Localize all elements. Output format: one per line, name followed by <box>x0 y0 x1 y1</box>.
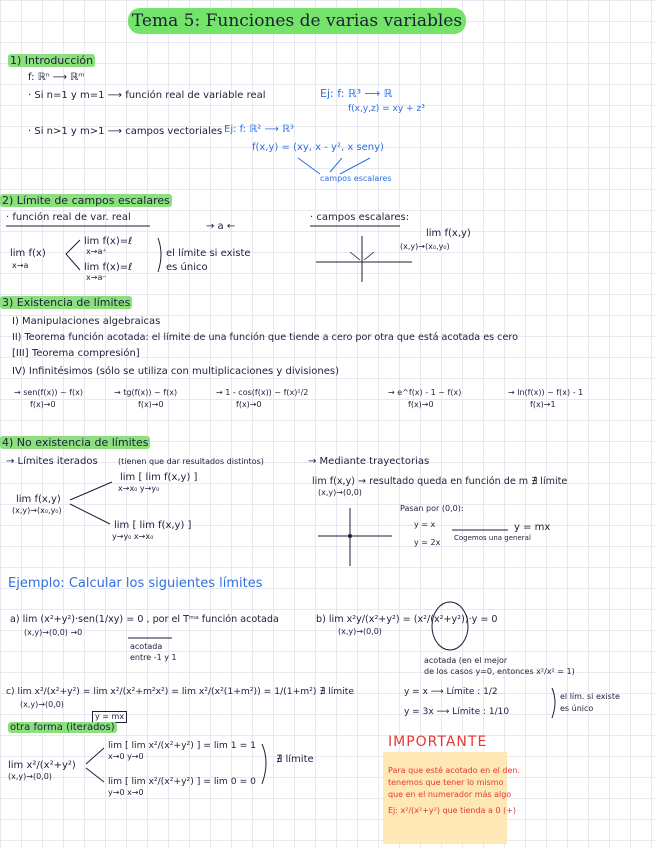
line-y-mx: y = mx <box>514 522 551 533</box>
iterated-example-lhs-sub: (x,y)→(0,0) <box>8 772 52 781</box>
method-bounded-function: II) Teorema función acotada: el límite de una función que tiende a cero por otra que está acotada es cero <box>12 332 518 343</box>
infinitesimal-exp: → e^f(x) - 1 ~ f(x) <box>388 388 462 397</box>
limit-left-side: lim f(x)=ℓ <box>84 262 133 273</box>
origin-point <box>348 534 352 538</box>
iterated-example-lhs: lim x²/(x²+y²) <box>8 760 76 771</box>
iterated-bottom: lim [ lim f(x,y) ] <box>114 520 192 531</box>
infinitesimal-cos: → 1 - cos(f(x)) ~ f(x)²/2 <box>216 388 309 397</box>
pass-through-origin: Pasan por (0,0): <box>400 504 464 513</box>
example-b-circle <box>432 602 468 650</box>
trajectories-title: → Mediante trayectorias <box>308 456 430 467</box>
example-c-brace <box>552 688 555 718</box>
trajectory-limit-sub: (x,y)→(0,0) <box>318 488 362 497</box>
important-line-3: que en el numerador más algo <box>388 790 512 799</box>
important-line-4: Ej: x²/(x²+y²) que tienda a 0 (+) <box>388 806 517 815</box>
example-c: c) lim x²/(x²+y²) = lim x²/(x²+m²x²) = lim x²/(x²(1+m²)) = 1/(1+m²) ∄ límite <box>6 686 355 697</box>
example-b: b) lim x²y/(x²+y²) = (x²/(x²+y²))·y = 0 <box>316 614 498 625</box>
iterated-example-branches <box>86 748 104 782</box>
scalar-fields-subtitle: · campos escalares: <box>310 212 410 223</box>
case-vector-fields: · Si n>1 y m>1 ⟶ campos vectoriales <box>28 126 223 137</box>
iterated-example-brace <box>262 744 266 784</box>
page-title: Tema 5: Funciones de varias variables <box>128 8 466 34</box>
limit-unique-note-2: es único <box>166 262 208 273</box>
case-real-function: · Si n=1 y m=1 ⟶ función real de variable real <box>28 90 266 101</box>
infinitesimal-sin-sub: f(x)→0 <box>30 400 56 409</box>
example-1-formula: f(x,y,z) = xy + z³ <box>348 104 425 114</box>
example-a-sub: (x,y)→(0,0) →0 <box>24 628 83 637</box>
infinitesimal-ln: → ln(f(x)) ~ f(x) - 1 <box>508 388 584 397</box>
example-c-note-1: el lím. si existe <box>560 692 620 701</box>
important-line-2: tenemos que tener lo mismo <box>388 778 504 787</box>
scalar-field-arrows <box>298 158 370 174</box>
important-line-1: Para que esté acotado en el den. <box>388 766 520 775</box>
infinitesimal-sin: → sen(f(x)) ~ f(x) <box>14 388 84 397</box>
examples-header: Ejemplo: Calcular los siguientes límites <box>8 576 263 591</box>
trajectory-limit: lim f(x,y) → resultado queda en función de m ∄ límite <box>312 476 568 487</box>
example-a-note-1: acotada <box>130 642 163 651</box>
limit-unique-note-1: el límite si existe <box>166 248 251 259</box>
example-1-map: Ej: f: ℝ³ ⟶ ℝ <box>320 87 393 100</box>
method-squeeze: [III] Teorema compresión] <box>12 348 140 359</box>
example-b-note-1: acotada (en el mejor <box>424 656 508 665</box>
example-a-note-2: entre -1 y 1 <box>130 653 177 662</box>
infinitesimal-tan: → tg(f(x)) ~ f(x) <box>114 388 178 397</box>
method-algebraic: I) Manipulaciones algebraicas <box>12 316 161 327</box>
section-4-header: 4) No existencia de límites <box>2 436 149 449</box>
iterated-bottom-sub: y→y₀ x→x₀ <box>112 532 154 541</box>
method-infinitesimals: IV) Infinitésimos (sólo se utiliza con multiplicaciones y divisiones) <box>12 366 339 377</box>
example-c-sub: (x,y)→(0,0) <box>20 700 64 709</box>
approach-arrows: → a ← <box>206 221 236 232</box>
iterated-branches <box>70 482 112 524</box>
iterated-example-result: ∄ límite <box>276 754 314 765</box>
general-line-note: Cogemos una general <box>454 534 531 542</box>
iterated-example-1-sub: x→0 y→0 <box>108 752 144 761</box>
infinitesimal-cos-sub: f(x)→0 <box>236 400 262 409</box>
example-2-map: Ej: f: ℝ² ⟶ ℝ³ <box>224 124 294 135</box>
iterated-example-2-sub: y→0 x→0 <box>108 788 144 797</box>
iterated-limits-note: (tienen que dar resultados distintos) <box>118 457 264 466</box>
iterated-example-1: lim [ lim x²/(x²+y²) ] = lim 1 = 1 <box>108 740 257 751</box>
infinitesimal-tan-sub: f(x)→0 <box>138 400 164 409</box>
infinitesimal-ln-sub: f(x)→1 <box>530 400 556 409</box>
iterated-lhs-sub: (x,y)→(x₀,y₀) <box>12 506 62 515</box>
section-2-header: 2) Límite de campos escalares <box>2 194 170 207</box>
scalar-field-limit: lim f(x,y) <box>426 228 471 239</box>
example-c-result-1: y = x ⟶ Límite : 1/2 <box>404 687 498 697</box>
limit-left-side-sub: x→a⁻ <box>86 273 107 282</box>
example-c-note-2: es único <box>560 704 594 713</box>
example-2-note: campos escalares <box>320 174 392 183</box>
limit-main: lim f(x) <box>10 248 46 259</box>
example-c-result-2: y = 3x ⟶ Límite : 1/10 <box>404 707 510 717</box>
line-y-2x: y = 2x <box>414 538 441 547</box>
line-y-x: y = x <box>414 520 436 529</box>
mapping-definition: f: ℝⁿ ⟶ ℝᵐ <box>28 72 85 83</box>
limit-brace-right <box>158 238 161 272</box>
other-method-label: otra forma (iterados) <box>10 722 115 733</box>
example-c-substitution: y = mx <box>92 711 127 723</box>
limit-brace-left <box>66 240 80 270</box>
example-b-sub: (x,y)→(0,0) <box>338 627 382 636</box>
iterated-limits-title: → Límites iterados <box>6 456 98 467</box>
iterated-example-2: lim [ lim x²/(x²+y²) ] = lim 0 = 0 <box>108 776 257 787</box>
real-function-subtitle: · función real de var. real <box>6 212 131 223</box>
infinitesimal-exp-sub: f(x)→0 <box>408 400 434 409</box>
section-3-header: 3) Existencia de límites <box>2 296 131 309</box>
scalar-field-limit-sub: (x,y)→(x₀,y₀) <box>400 242 450 251</box>
iterated-top: lim [ lim f(x,y) ] <box>120 472 198 483</box>
iterated-top-sub: x→x₀ y→y₀ <box>118 484 160 493</box>
section-1-header: 1) Introducción <box>10 54 94 67</box>
limit-main-sub: x→a <box>12 261 29 270</box>
example-2-formula: f(x,y) = (xy, x - y², x seny) <box>252 142 384 153</box>
example-a: a) lim (x²+y²)·sen(1/xy) = 0 , por el Tᵐᵃ función acotada <box>10 614 279 625</box>
example-b-note-2: de los casos y=0, entonces x²/x² = 1) <box>424 667 575 676</box>
limit-right-side: lim f(x)=ℓ <box>84 236 133 247</box>
iterated-lhs: lim f(x,y) <box>16 494 61 505</box>
important-title: IMPORTANTE <box>388 734 488 750</box>
limit-right-side-sub: x→a⁺ <box>86 247 107 256</box>
